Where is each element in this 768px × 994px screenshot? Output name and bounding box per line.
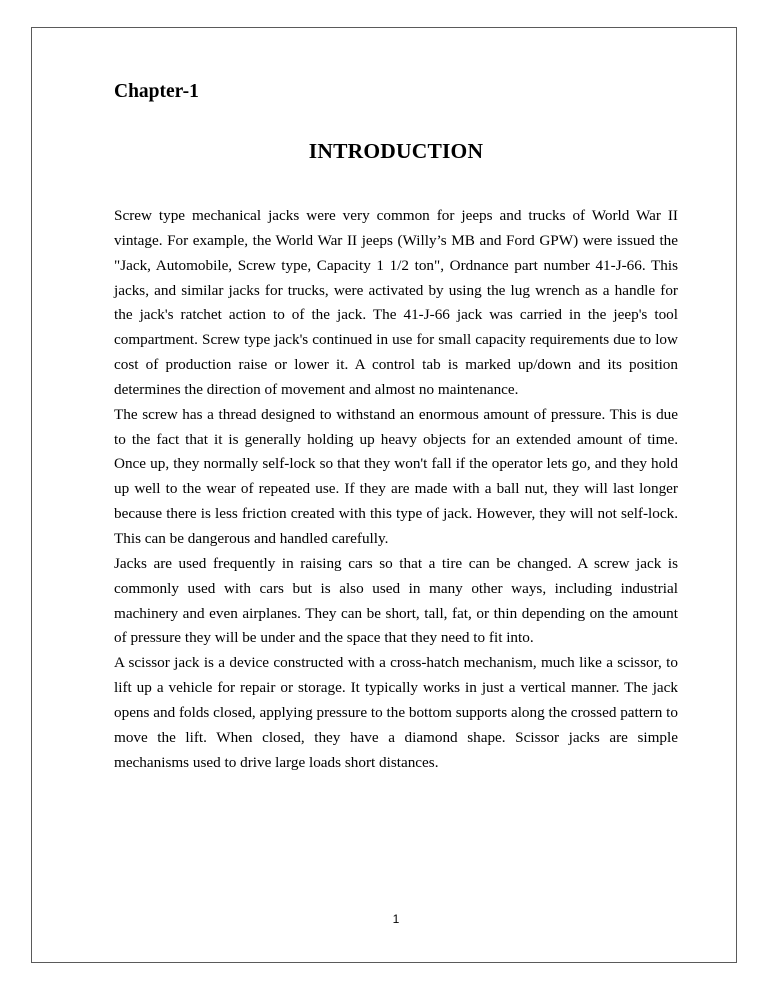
paragraph-2: The screw has a thread designed to withstand an enormous amount of pressure. This is due to the fact that it is generally holding up heavy objects for an extended amount of time. Once up, they normally self-lock so that they won't fall if the operator lets go, and they hold up well to the wear of repeated use. If they are made with a ball nut, they will last longer because there is less friction created with this type of jack. However, they will not self-lock. This can be dangerous and handled carefully.	[114, 405, 678, 547]
paragraph-4: A scissor jack is a device constructed with a cross-hatch mechanism, much like a scissor, to lift up a vehicle for repair or storage. It typically works in just a vertical manner. The jack opens and folds closed, applying pressure to the bottom supports along the crossed pattern to move the lift. When closed, they have a diamond shape. Scissor jacks are simple mechanisms used to drive large loads short distances.	[114, 654, 678, 771]
chapter-label: Chapter-1	[114, 81, 199, 102]
page-title: INTRODUCTION	[308, 139, 484, 163]
page-number: 1	[392, 912, 400, 926]
body-text	[114, 204, 678, 775]
paragraph-1: Screw type mechanical jacks were very common for jeeps and trucks of World War II vintage. For example, the World War II jeeps (Willy’s MB and Ford GPW) were issued the "Jack, Automobile, Screw type, Capacity 1 1/2 ton", Ordnance part number 41-J-66. This jacks, and similar jacks for trucks, were activated by using the lug wrench as a handle for the jack's ratchet action to of the jack. The 41-J-66 jack was carried in the jeep's tool compartment. Screw type jack's continued in use for small capacity requirements due to low cost of production raise or lower it. A control tab is marked up/down and its position determines the direction of movement and almost no maintenance.	[114, 207, 678, 398]
paragraph-3: Jacks are used frequently in raising cars so that a tire can be changed. A screw jack is commonly used with cars but is also used in many other ways, including industrial machinery and even airplanes. They can be short, tall, fat, or thin depending on the amount of pressure they will be under and the space that they need to fit into.	[114, 554, 678, 647]
